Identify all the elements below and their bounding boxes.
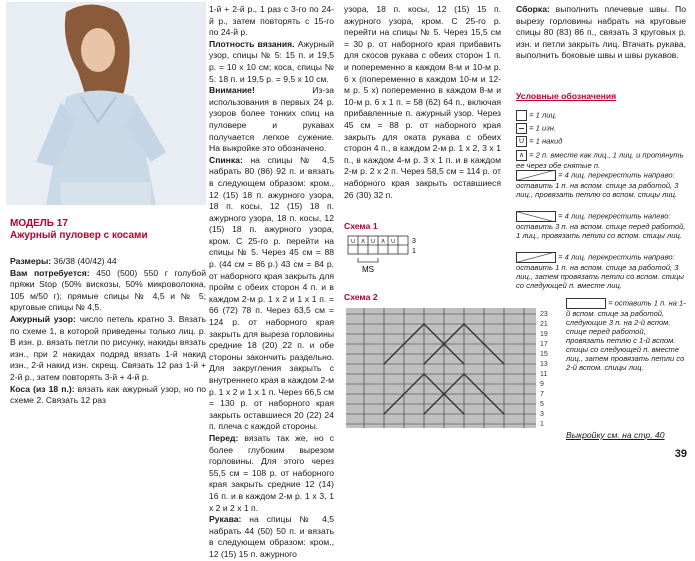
schema-2-background <box>346 308 536 428</box>
svg-text:∪: ∪ <box>350 238 356 245</box>
column-2-text <box>209 4 334 561</box>
schema-2-row-label: 21 <box>540 321 548 328</box>
cable-continuation: 1-й + 2-й р., 1 раз с 3-го по 24-й р., затем повторять с 15-го по 24-й р. <box>209 4 334 38</box>
page-number: 39 <box>674 448 687 460</box>
model-title: МОДЕЛЬ 17 <box>10 218 68 229</box>
legend-item: ∧ = 2 п. вместе как лиц., 1 лиц. и протянуть ее через обе снятые п. <box>516 150 684 170</box>
schema-1-row-label: 3 <box>412 238 416 245</box>
column-4-text <box>516 4 686 62</box>
schema-2-row-label: 11 <box>540 371 548 378</box>
schema-2-row-label: 9 <box>540 381 544 388</box>
model-heading <box>10 218 210 242</box>
schema-2-row-label: 23 <box>540 311 548 318</box>
model-subtitle: Ажурный пуловер с косами <box>10 230 148 241</box>
legend-item: = 1 лиц. <box>516 110 686 121</box>
decrease-symbol-icon: ∧ <box>516 150 527 161</box>
cross-left-symbol-icon <box>516 211 556 222</box>
schema-2-row-label: 1 <box>540 421 544 428</box>
model-photo <box>6 2 206 205</box>
density-value: Ажурный узор, спицы № 5: 15 п. и 19,5 р. = 10 х 10 см; коса, спицы № 5: 18 п. и 19,5 р. = 9,5 х 10 см. <box>209 38 335 84</box>
schema-1-title: Схема 1 <box>344 221 378 231</box>
schema-2-row-label: 7 <box>540 391 544 398</box>
schema-2-row-label: 5 <box>540 401 544 408</box>
schema-1-chart <box>344 234 434 276</box>
attention-label: Внимание! <box>209 85 255 96</box>
double-cross-symbol-icon <box>566 298 606 309</box>
back-value: на спицы № 4,5 набрать 80 (86) 92 п. и вязать в следующем образом: кром., 12 (15) 18 п. ажурного узора, 18 п. косы, 12 (15) 18 п. ажурного узора, 18 п. косы, 12 (15) 18 п. ажурного узора, кром. С 25-го р. перейти на спицы № 5. Через 45 см = 88 р. (44 см = 86 р.) 43 см = 84 р. от наборного края закрыть для пройм с обеих сторон 4 п. и в каждом 2-м р. 1 х 2 и 1 х 1 п. = 66 (72) 78 п. Через 63,5 см = 124 р. от наборного края закрыть для выреза горловины средние 18 (20) 22 п. и обе стороны закончить раздельно. Для закругления закрыть с внутреннего края в каждом 2-м р. 1 х 2 и 1 х 1 п. Через 66,5 см = 130 р. от наборного края закрыть оставшиеся 20 (22) 24 п. плеча с каждой стороны. <box>209 154 334 432</box>
legend-title: Условные обозначения <box>516 91 617 101</box>
legend-item: = 4 лиц. перекрестить направо: оставить 1 п. на вспом. спице за работой, 3 лиц., затем провязать петли со вспом. спицы со следующей п. вместе лиц. <box>516 252 684 290</box>
purl-symbol-icon <box>516 123 527 134</box>
schema-2-chart <box>344 304 554 434</box>
cross-right-decrease-symbol-icon <box>516 252 556 263</box>
schema-2-row-label: 17 <box>540 341 548 348</box>
cable-value: вязать как ажурный узор, но по схеме 2. Связать 12 раз <box>10 383 207 406</box>
front-label: Перед: <box>209 432 239 443</box>
column-3-text <box>344 4 501 201</box>
schema-2-row-label: 15 <box>540 351 548 358</box>
sizes-label: Размеры: <box>10 256 52 266</box>
schema-1-ms-label: MS <box>362 265 374 274</box>
schema-1-row-label: 1 <box>412 248 416 255</box>
lace-pattern-label: Ажурный узор: <box>10 313 76 324</box>
schema-2-row-label: 13 <box>540 361 548 368</box>
column-1-text <box>10 256 206 407</box>
density-label: Плотность вязания. <box>209 38 295 49</box>
assembly-value: выполнить плечевые швы. По вырезу горловины набрать на круговые спицы 80 (83) 86 п., связать 3 круговых р. изн. и петли закрыть лиц. Втачать рукава, выполнить боковые швы и швы рукавов. <box>516 4 687 61</box>
materials-value: 450 (500) 550 г голубой пряжи Stop (50% вискозы, 50% микроволокна, 105 м/50 г); прямые спицы № 4,5 и № 5; круговые спицы № 4,5. <box>10 267 207 313</box>
sizes-value: 36/38 (40/42) 44 <box>53 256 117 266</box>
knit-symbol-icon <box>516 110 527 121</box>
lace-pattern-value: число петель кратно 3. Вязать по схеме 1, в которой приведены только лиц. р. В изн. р. вязать петли по рисунку, накиды вязать изн., при 2 накидах подряд вязать 1-й накид изн., 2-й накид изн. скрещ. Связать 12 раз 1-й + 2-й р., затем повторять 3-й + 4-й р. <box>10 313 207 382</box>
pattern-reference-link[interactable]: Выкройку см. на стр. 40 <box>566 430 665 440</box>
sleeves-continuation: узора, 18 п. косы, 12 (15) 15 п. ажурного узора, кром. С 25-го р. перейти на спицы № 5. Через 15,5 см = 30 р. от наборного края прибавить для скосов рукава с обеих сторон 1 п. и попеременно в каждом 8-м и 10-м р. 6 х (попеременно в каждом 10-м и 12-м р. 5 х) попеременно в каждом 8-м и 10-м р. 6 х 1 п. = 58 (62) 64 п., включая прибавленные п. ажурный узор. Через 45 см = 88 р. от наборного края закрыть для оката рукава с обеих сторон 4 п., в каждом 2-м р. 1 х 2, 3 х 1 п., в каждом 4-м р. 3 х 1 п. и в каждом 2-м р. 2 х 2 п. Через 58,5 см = 114 р. от наборного края закрыть оставшиеся 26 (30) 32 п. <box>344 4 501 200</box>
legend-item: U = 1 накид <box>516 136 686 147</box>
front-value: вязать так же, но с более глубоким вырезом горловины. Для этого через 55,5 см = 108 р. от наборного края закрыть средние 12 (14) 16 п. и в каждом 2-м р. 1 х 3, 1 х 2 и 2 х 1 п. <box>209 432 335 513</box>
schema-2-row-label: 19 <box>540 331 548 338</box>
svg-text:∪: ∪ <box>370 238 376 245</box>
schema-2-title: Схема 2 <box>344 292 378 302</box>
cross-right-symbol-icon <box>516 170 556 181</box>
cable-label: Коса (из 18 п.): <box>10 383 75 394</box>
legend-item: = оставить 1 п. на 1-й вспом. спице за работой, следующие 3 п. на 2-й вспом. спице перед работой, провязать петлю с 1-й вспом. спицы со следующей п. вместе лиц., затем провязать петли со 2-й вспом. спицы лиц. <box>566 298 686 372</box>
legend-item: = 4 лиц. перекрестить налево: оставить 3 п. на вспом. спице перед работой, 1 лиц., провязать петли со вспом. спицы лиц. <box>516 211 686 240</box>
svg-text:∪: ∪ <box>390 238 396 245</box>
yarn-over-symbol-icon: U <box>516 136 527 147</box>
legend-item: = 1 изн. <box>516 123 686 134</box>
back-label: Спинка: <box>209 154 243 165</box>
legend-item: = 4 лиц. перекрестить направо: оставить 1 п. на вспом. спице за работой, 3 лиц., провязать петлю со вспом. спицы лиц. <box>516 170 679 199</box>
materials-label: Вам потребуется: <box>10 267 90 278</box>
schema-2-row-label: 3 <box>540 411 544 418</box>
sleeves-value: на спицы № 4,5 набрать 44 (50) 50 п. и вязать в следующем образом: кром., 12 (15) 15 п. ажурного <box>209 514 334 559</box>
svg-text:∧: ∧ <box>360 238 366 245</box>
attention-value: Из-за использования в первых 24 р. узоров более тонких спиц на пуловере и рукавах получается легкое сужение. На выкройке это обозначено. <box>209 85 334 154</box>
schema-1-grid <box>348 236 408 254</box>
sleeves-label: Рукава: <box>209 514 242 525</box>
assembly-label: Сборка: <box>516 4 550 14</box>
svg-text:∧: ∧ <box>380 238 386 245</box>
